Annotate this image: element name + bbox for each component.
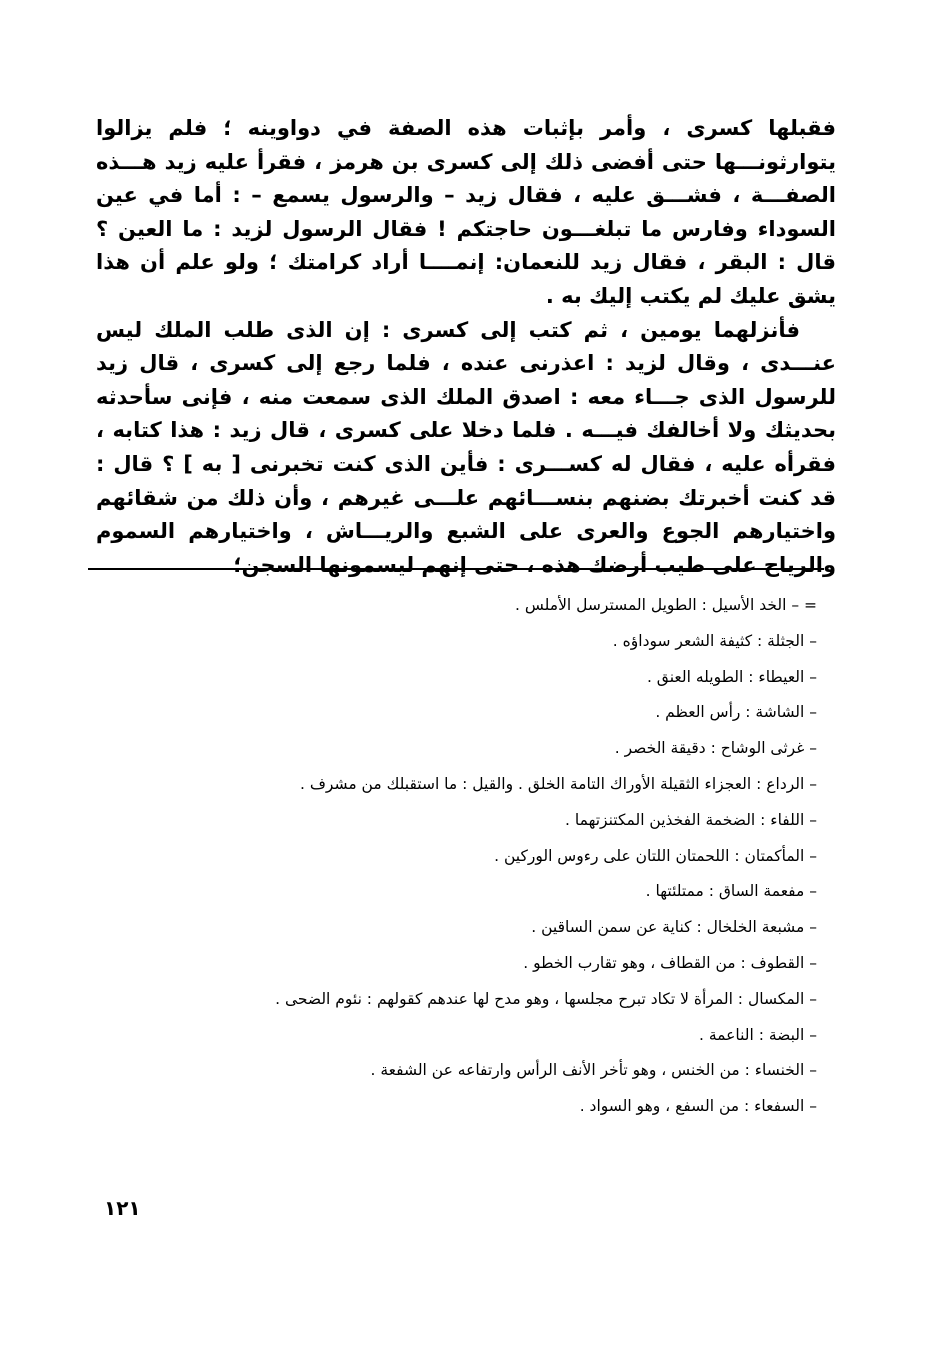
footnote-item: – القطوف : من القطاف ، وهو تقارب الخطو .: [523, 953, 817, 972]
footnote-item: – مشبعة الخلخال : كناية عن سمن الساقين .: [531, 918, 817, 937]
footnote-item: = – الخد الأسيل : الطويل المسترسل الأملس .: [515, 596, 817, 614]
main-text: [96, 112, 836, 582]
footnote-item: – المكسال : المرأة لا تكاد تبرح مجلسها ، وهو مدح لها عندهم كقولهم : نئوم الضحى .: [275, 989, 817, 1008]
footnote-item: – الشاشة : رأس العظم .: [655, 703, 817, 722]
footnote-item: – السفعاء : من السفع ، وهو السواد .: [579, 1097, 817, 1116]
footnote-item: – غرثى الوشاح : دقيقة الخصر .: [614, 739, 817, 758]
footnote-divider: [88, 568, 824, 570]
paragraph-1: فقبلها كسرى ، وأمر بإثبات هذه الصفة في دواوينه ؛ فلم يزالوا يتوارثونـــها حتى أفضى ذلك إلى كسرى بن هرمز ، فقرأ عليه زيد هـــذه الصفـــة ، فشـــق عليه ، فقال زيد – والرسول يسمع – : أما في عين السوداء وفارس ما تبلغـــون حاجتكم ! فقال الرسول لزيد : ما العين ؟ قال : البقر ، فقال زيد للنعمان: إنمــــا أراد كرامتك ؛ ولو علم أن هذا يشق عليك لم يكتب إليك به .: [96, 116, 836, 308]
footnotes-list: [127, 591, 817, 1128]
footnote-item: – الجثلة : كثيفة الشعر سوداؤه .: [612, 631, 817, 650]
footnote-item: – اللفاء : الضخمة الفخذين المكتنزتهما .: [565, 810, 817, 829]
page-number: ١٢١: [104, 1196, 141, 1220]
footnote-item: – الخنساء : من الخنس ، وهو تأخر الأنف الرأس وارتفاعه عن الشفعة .: [370, 1061, 817, 1080]
paragraph-2: فأنزلهما يومين ، ثم كتب إلى كسرى : إن الذى طلب الملك ليس عنـــدى ، وقال لزيد : اعذرنى عنده ، فلما رجع إلى كسرى ، قال زيد للرسول الذى جـــاء معه : اصدق الملك الذى سمعت منه ، فإنى سأحدثه بحديثك ولا أخالفك فيـــه . فلما دخلا على كسرى ، قال زيد : هذا كتابه ، فقرأه عليه ، فقال له كســـرى : فأين الذى كنت تخبرنى [ به ] ؟ قال : قد كنت أخبرتك بضنهم بنســـائهم علـــى غيرهم ، وأن ذلك من شقائهم واختيارهم الجوع والعرى على الشبع والريـــاش ، واختيارهم السموم والرياح على طيب أرضك هذه ، حتى إنهم ليسمونها السجن؛: [96, 317, 836, 577]
footnote-item: – البضة : الناعمة .: [698, 1025, 817, 1044]
footnote-item: – الرداع : العجزاء الثقيلة الأوراك التامة الخلق . والقيل : ما استقبلك من مشرف .: [300, 774, 817, 793]
footnote-item: – المأكمتان : اللحمتان اللتان على رءوس الوركين .: [494, 846, 817, 865]
footnote-item: – العيطاء : الطويله العنق .: [646, 667, 817, 686]
footnote-item: – مفعمة الساق : ممتلئتها .: [645, 882, 817, 901]
